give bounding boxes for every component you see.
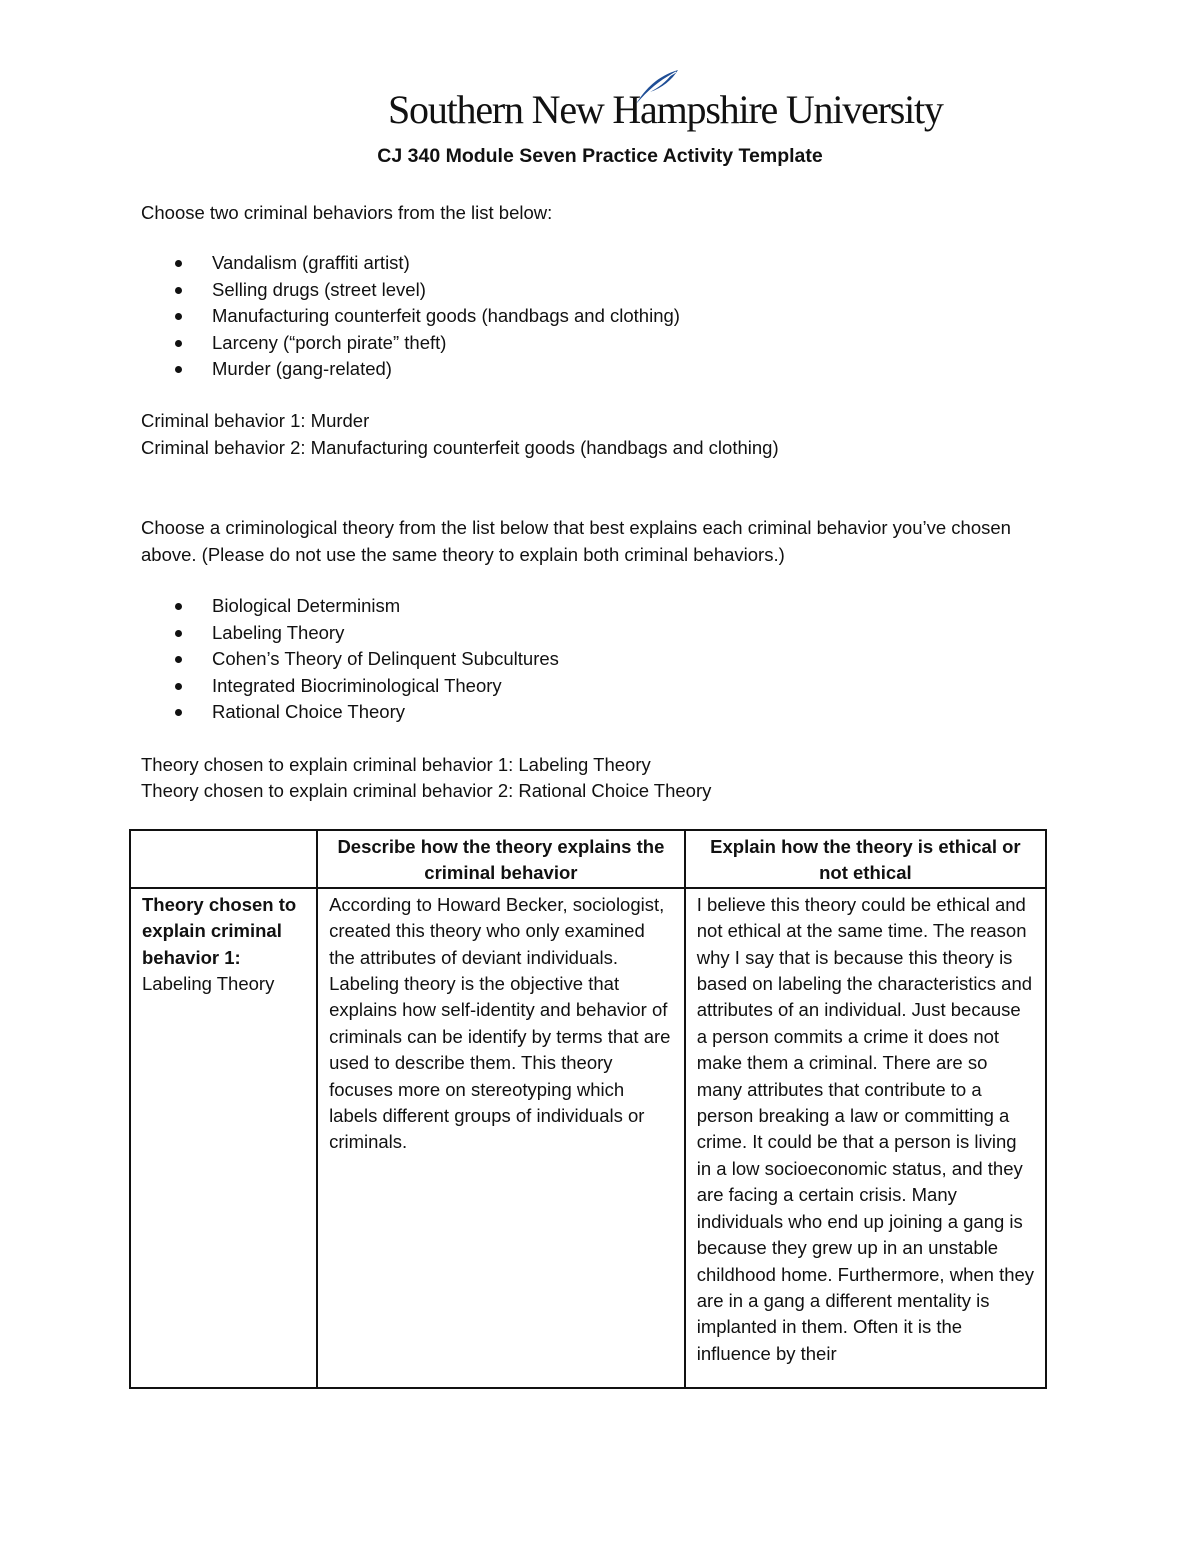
table-header-row	[130, 830, 1046, 888]
page-title: CJ 340 Module Seven Practice Activity Template	[377, 145, 823, 167]
quill-feather-icon	[632, 66, 682, 106]
table-header-ethics: Explain how the theory is ethical or not ethical	[685, 830, 1046, 888]
row-label-bold: Theory chosen to explain criminal behavior 1:	[142, 893, 297, 968]
chosen-theory-1: Theory chosen to explain criminal behavior 1: Labeling Theory	[141, 754, 651, 775]
row-label-value: Labeling Theory	[142, 973, 275, 995]
list-item: Cohen’s Theory of Delinquent Subcultures	[141, 646, 559, 673]
theory-table	[129, 829, 1047, 1389]
list-item: Manufacturing counterfeit goods (handbags and clothing)	[141, 303, 680, 330]
behaviors-list	[141, 250, 680, 383]
behaviors-prompt: Choose two criminal behaviors from the list below:	[141, 202, 553, 223]
chosen-behavior-1: Criminal behavior 1: Murder	[141, 410, 370, 431]
row-description-cell: According to Howard Becker, sociologist, created this theory who only examined the attributes of deviant individuals. Labeling theory is the objective that explains how self-identity and behavior of criminals can be identify by terms that are used to describe them. This theory focuses more on stereotyping which labels different groups of individuals or criminals.	[317, 888, 685, 1388]
list-item: Biological Determinism	[141, 593, 559, 620]
university-name: Southern New Hampshire University	[388, 87, 943, 132]
theory-prompt: Choose a criminological theory from the list below that best explains each criminal behavior you’ve chosen above. (Please do not use the same theory to explain both criminal behaviors.)	[141, 517, 1011, 565]
list-item: Integrated Biocriminological Theory	[141, 673, 559, 700]
row-label-cell	[130, 888, 317, 1388]
chosen-behavior-2: Criminal behavior 2: Manufacturing counterfeit goods (handbags and clothing)	[141, 437, 779, 458]
theories-list	[141, 593, 559, 726]
list-item: Labeling Theory	[141, 620, 559, 647]
university-logo	[388, 66, 943, 138]
chosen-theory-2: Theory chosen to explain criminal behavior 2: Rational Choice Theory	[141, 780, 712, 801]
list-item: Murder (gang-related)	[141, 356, 680, 383]
list-item: Rational Choice Theory	[141, 699, 559, 726]
list-item: Selling drugs (street level)	[141, 277, 680, 304]
list-item: Vandalism (graffiti artist)	[141, 250, 680, 277]
table-header-empty	[130, 830, 317, 888]
table-row	[130, 888, 1046, 1388]
table-header-describe: Describe how the theory explains the criminal behavior	[317, 830, 685, 888]
row-ethics-cell: I believe this theory could be ethical and not ethical at the same time. The reason why I say that is because this theory is based on labeling the characteristics and attributes of an individual. Just because a person commits a crime it does not make them a criminal. There are so many attributes that contribute to a person breaking a law or committing a crime. It could be that a person is living in a low socioeconomic status, and they are facing a certain crisis. Many individuals who end up joining a gang is because they grew up in an unstable childhood home. Furthermore, when they are in a gang a different mentality is implanted in them. Often it is the influence by their	[685, 888, 1046, 1388]
list-item: Larceny (“porch pirate” theft)	[141, 330, 680, 357]
